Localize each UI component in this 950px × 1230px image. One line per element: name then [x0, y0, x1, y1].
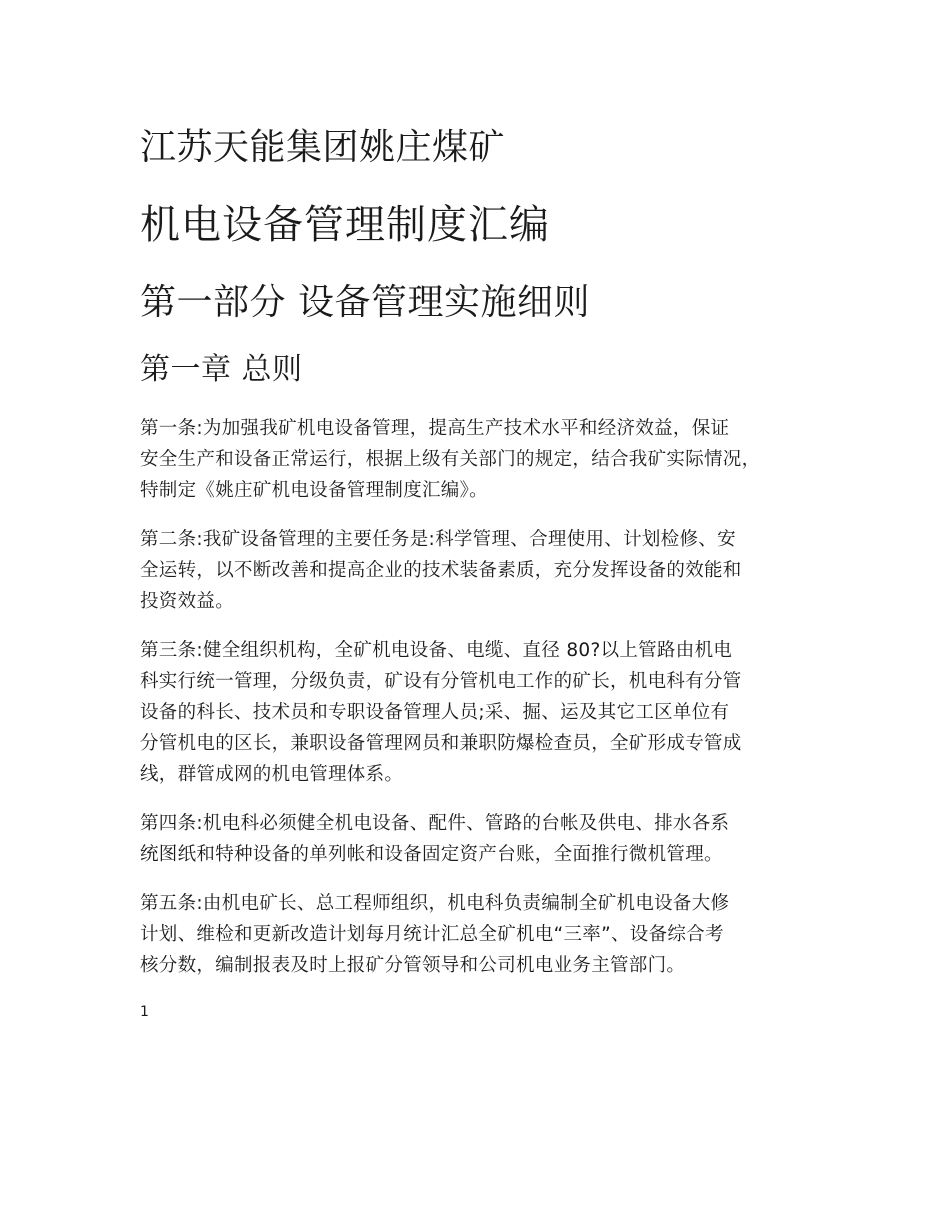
page-number: 1: [140, 1004, 149, 1020]
article-line: 线，群管成网的机电管理体系。: [140, 764, 404, 785]
article-line: 计划、维检和更新改造计划每月统计汇总全矿机电“三率”、设备综合考: [140, 924, 724, 945]
company-title: 江苏天能集团姚庄煤矿: [140, 127, 506, 168]
article-line: 统图纸和特种设备的单列帐和设备固定资产台账，全面推行微机管理。: [140, 844, 723, 865]
article-1: [140, 413, 760, 506]
article-line: 投资效益。: [140, 591, 235, 612]
article-line: 第三条:健全组织机构，全矿机电设备、电缆、直径 80?以上管路由机电: [140, 640, 733, 661]
chapter-heading: 第一章 总则: [140, 352, 303, 387]
article-line: 第一条:为加强我矿机电设备管理，提高生产技术水平和经济效益，保证: [140, 418, 730, 439]
article-line: 全运转，以不断改善和提高企业的技术装备素质，充分发挥设备的效能和: [140, 560, 742, 581]
document-title: 机电设备管理制度汇编: [140, 202, 550, 248]
article-4: [140, 808, 729, 870]
article-line: 第二条:我矿设备管理的主要任务是:科学管理、合理使用、计划检修、安: [140, 529, 736, 550]
article-line: 设备的科长、技术员和专职设备管理人员;采、掘、运及其它工区单位有: [140, 702, 730, 723]
article-line: 第五条:由机电矿长、总工程师组织，机电科负责编制全矿机电设备大修: [140, 893, 730, 914]
part-heading: 第一部分 设备管理实施细则: [140, 282, 590, 323]
article-5: [140, 888, 729, 981]
article-line: 第四条:机电科必须健全机电设备、配件、管路的台帐及供电、排水各系: [140, 813, 730, 834]
article-2: [140, 524, 742, 617]
article-3: [140, 635, 742, 790]
article-line: 分管机电的区长，兼职设备管理网员和兼职防爆检查员，全矿形成专管成: [140, 733, 742, 754]
article-line: 特制定《姚庄矿机电设备管理制度汇编》。: [140, 480, 488, 501]
article-line: 安全生产和设备正常运行，根据上级有关部门的规定，结合我矿实际情况，: [140, 449, 761, 470]
article-line: 核分数，编制报表及时上报矿分管领导和公司机电业务主管部门。: [140, 955, 686, 976]
article-line: 科实行统一管理，分级负责，矿设有分管机电工作的矿长，机电科有分管: [140, 671, 742, 692]
